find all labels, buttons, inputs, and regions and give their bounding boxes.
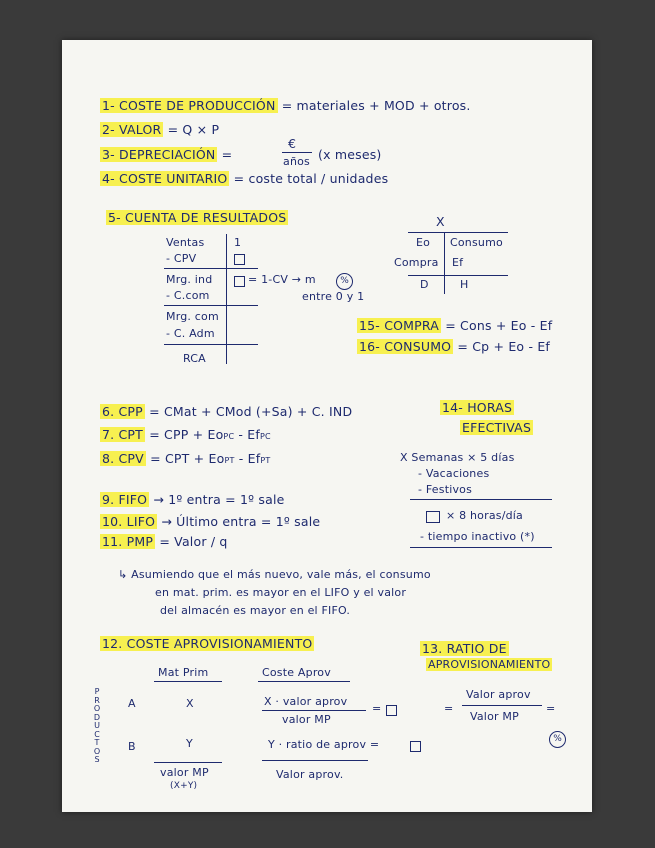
item-2 (100, 122, 219, 137)
item-13-label2: APROVISIONAMIENTO (428, 658, 551, 671)
res-between: entre 0 y 1 (302, 290, 365, 303)
x-vline (444, 232, 445, 294)
item-14-line2 (460, 420, 533, 435)
item-16-eq: = Cp + Eo - Ef (457, 339, 551, 354)
ratio-eq2: = (546, 702, 556, 715)
item-6-eq: = CMat + CMod (+Sa) + C. IND (149, 404, 353, 419)
aprov-a-num: X · valor aprov (264, 695, 348, 708)
aprov-coste: Coste Aprov (262, 666, 331, 679)
item-7 (100, 427, 271, 442)
item-11-label: 11. PMP (102, 534, 154, 549)
item-14-label2: EFECTIVAS (462, 420, 532, 435)
item-4 (100, 171, 388, 186)
aprov-underline (258, 681, 350, 682)
x-hline2 (408, 275, 508, 276)
x-hline (408, 232, 508, 233)
empty-box (386, 705, 397, 716)
item-16-label: 16- CONSUMO (359, 339, 452, 354)
item-5 (106, 210, 288, 225)
empty-box (426, 511, 440, 523)
item-3-eq: = (221, 147, 233, 162)
ratio-num: Valor aprov (466, 688, 531, 701)
item-9 (100, 492, 285, 507)
res-cadm: - C. Adm (166, 327, 215, 340)
percent-circle: % (549, 731, 566, 748)
item-2-label: 2- VALOR (102, 122, 162, 137)
item-7-sub2: PC (260, 432, 271, 441)
aprov-underline (154, 681, 222, 682)
item-14-line1 (440, 400, 514, 415)
vertical-productos (93, 688, 101, 765)
item-15-label: 15- COMPRA (359, 318, 440, 333)
item-8-sub2: PT (260, 456, 271, 465)
aprov-total-bar (154, 762, 222, 763)
item-5-label: 5- CUENTA DE RESULTADOS (108, 210, 287, 225)
vertical-text: PRODUCTOS (93, 687, 101, 764)
ratio-den: Valor MP (470, 710, 519, 723)
item-16 (357, 339, 550, 354)
item-11-eq: = Valor / q (159, 534, 228, 549)
divider (164, 305, 258, 306)
aprov-b: B (128, 740, 136, 753)
x-compra: Compra (394, 256, 439, 269)
res-mrg-ind-value: = 1-CV → m (248, 273, 316, 286)
divider (164, 344, 258, 345)
empty-box (234, 254, 245, 265)
divider (164, 268, 258, 269)
item-1-label: 1- COSTE DE PRODUCCIÓN (102, 98, 276, 113)
res-mrg-ind: Mrg. ind (166, 273, 213, 286)
ratio-eq: = (444, 702, 454, 715)
res-mrg-com: Mrg. com (166, 310, 219, 323)
item-10-label: 10. LIFO (102, 514, 156, 529)
item-8-eq2: - Ef (238, 451, 261, 466)
x-ef: Ef (452, 256, 464, 269)
item-11 (100, 534, 228, 549)
aprov-a-den: valor MP (282, 713, 331, 726)
fraction-bar (262, 760, 368, 761)
item-7-label: 7. CPT (102, 427, 144, 442)
item-1-eq: = materiales + MOD + otros. (281, 98, 471, 113)
item-6 (100, 404, 352, 419)
horas-vacaciones: - Vacaciones (418, 467, 490, 480)
item-7-sub1: PC (223, 432, 235, 441)
res-ventas: Ventas (166, 236, 205, 249)
note-line-1: ↳ Asumiendo que el más nuevo, vale más, el consumo (118, 568, 431, 581)
item-10-eq: → Último entra = 1º sale (161, 514, 321, 529)
item-13-line2 (426, 658, 552, 671)
note-line-3: del almacén es mayor en el FIFO. (160, 604, 351, 617)
aprov-a: A (128, 697, 136, 710)
item-7-eq: = CPP + Eo (149, 427, 224, 442)
empty-box (234, 276, 245, 287)
item-12 (100, 636, 314, 651)
item-7-eq2: - Ef (238, 427, 261, 442)
horas-divider (410, 499, 552, 500)
aprov-b-den: Valor aprov. (276, 768, 344, 781)
fraction-bar (282, 152, 312, 153)
res-rca: RCA (183, 352, 206, 365)
res-ccom: - C.com (166, 289, 210, 302)
fraction-bar (262, 710, 366, 711)
aprov-a-x: X (186, 697, 194, 710)
res-ventas-value: 1 (234, 236, 242, 249)
item-9-eq: → 1º entra = 1º sale (153, 492, 285, 507)
horas-festivos: - Festivos (418, 483, 473, 496)
item-15-eq: = Cons + Eo - Ef (445, 318, 553, 333)
x-consumo: Consumo (450, 236, 503, 249)
res-cpv: - CPV (166, 252, 197, 265)
aprov-total-xy: (X+Y) (170, 781, 198, 791)
item-13-line1 (420, 641, 509, 656)
aprov-a-eq: = (372, 702, 382, 715)
item-9-label: 9. FIFO (102, 492, 148, 507)
item-8-sub1: PT (224, 456, 235, 465)
item-3-den: años (283, 155, 310, 168)
item-13-label1: 13. RATIO DE (422, 641, 507, 656)
x-eo: Eo (416, 236, 431, 249)
item-12-label: 12. COSTE APROVISIONAMIENTO (102, 636, 313, 651)
empty-box (410, 741, 421, 752)
x-title: X (436, 214, 445, 229)
horas-inactivo: - tiempo inactivo (*) (420, 530, 535, 543)
aprov-mat-prim: Mat Prim (158, 666, 209, 679)
item-10 (100, 514, 320, 529)
item-6-label: 6. CPP (102, 404, 143, 419)
item-3-extra: (x meses) (318, 147, 382, 162)
horas-semanas: X Semanas × 5 días (400, 451, 515, 464)
item-1 (100, 98, 471, 113)
table-vline (226, 234, 227, 364)
item-3-label: 3- DEPRECIACIÓN (102, 147, 216, 162)
item-8-eq: = CPT + Eo (150, 451, 225, 466)
item-15 (357, 318, 552, 333)
percent-circle: % (336, 273, 353, 290)
item-4-label: 4- COSTE UNITARIO (102, 171, 228, 186)
aprov-b-y: Y (186, 737, 193, 750)
horas-x8: × 8 horas/día (446, 509, 523, 522)
item-2-eq: = Q × P (167, 122, 220, 137)
item-3-num: € (288, 136, 297, 151)
x-h: H (460, 278, 469, 291)
aprov-b-num: Y · ratio de aprov = (268, 738, 380, 751)
fraction-bar (462, 705, 542, 706)
x-d: D (420, 278, 429, 291)
item-3 (100, 147, 232, 162)
item-14-label1: 14- HORAS (442, 400, 513, 415)
item-4-eq: = coste total / unidades (233, 171, 389, 186)
item-8-label: 8. CPV (102, 451, 144, 466)
horas-divider2 (410, 547, 552, 548)
aprov-total: valor MP (160, 766, 209, 779)
item-8 (100, 451, 270, 466)
note-line-2: en mat. prim. es mayor en el LIFO y el valor (155, 586, 407, 599)
